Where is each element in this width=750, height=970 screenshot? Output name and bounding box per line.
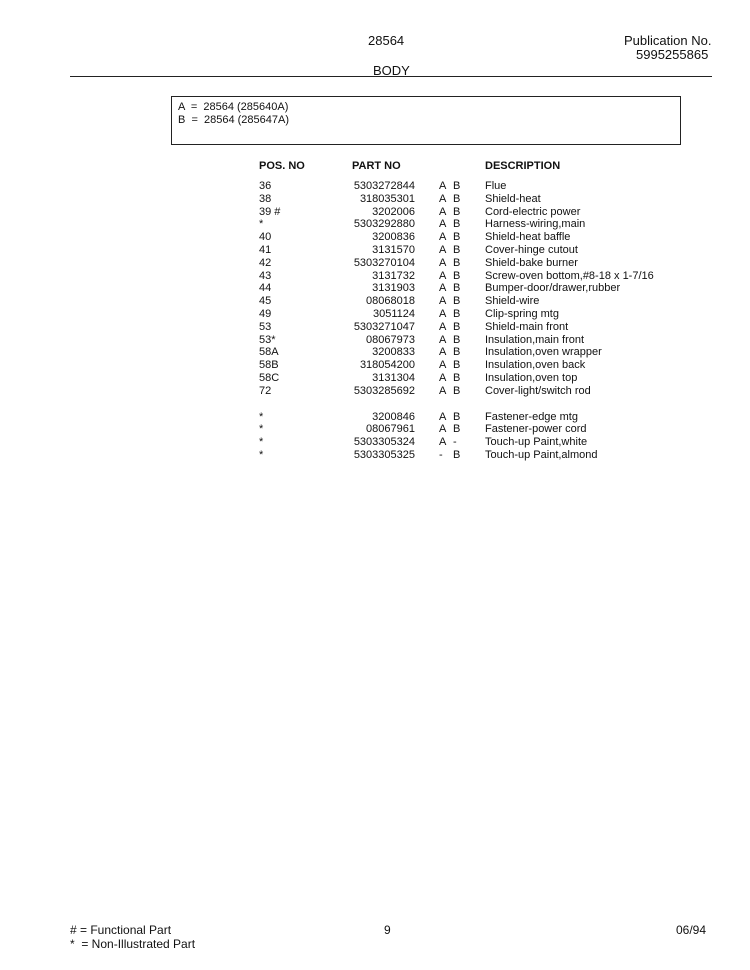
column-header-description: DESCRIPTION — [485, 160, 561, 172]
description-cell: Shield-wire — [485, 295, 540, 308]
model-b-cell: B — [453, 372, 461, 384]
model-a-cell: A — [439, 180, 447, 192]
part-number-cell: 318035301 — [359, 192, 415, 205]
table-row — [0, 359, 750, 372]
part-number-cell: 5303305325 — [353, 449, 415, 461]
part-number-cell: 3200833 — [372, 346, 415, 359]
model-a-cell: A — [439, 359, 447, 372]
part-number-cell: 5303305324 — [353, 436, 415, 449]
pos-cell: 38 — [259, 192, 272, 205]
model-b-cell: B — [453, 320, 461, 333]
publication-number: 5995255865 — [636, 47, 709, 62]
table-row — [0, 372, 750, 385]
pos-cell: 36 — [259, 180, 272, 192]
model-a-cell: A — [439, 218, 447, 231]
pos-cell: * — [259, 423, 264, 436]
pos-cell: 41 — [259, 244, 272, 256]
model-a-cell: A — [439, 346, 447, 359]
description-cell: Shield-main front — [485, 320, 569, 333]
description-cell: Insulation,main front — [485, 333, 585, 346]
pos-cell: 58C — [259, 372, 280, 384]
page-number: 9 — [384, 923, 391, 937]
model-a-cell: A — [439, 423, 447, 436]
table-row — [0, 193, 750, 206]
table-row — [0, 449, 750, 462]
model-number: 28564 — [368, 33, 405, 48]
part-number-cell: 3131903 — [372, 282, 415, 295]
legend-non-illustrated: * = Non-Illustrated Part — [70, 937, 196, 951]
model-a-cell: A — [439, 205, 447, 218]
part-number-cell: 5303270104 — [353, 256, 415, 269]
description-cell: Harness-wiring,main — [485, 218, 586, 231]
model-b-cell: B — [453, 449, 461, 461]
pos-cell: 53* — [259, 333, 276, 346]
legend-functional: # = Functional Part — [70, 923, 172, 937]
model-legend-b: B = 28564 (285647A) — [178, 114, 289, 126]
part-number-cell: 08067961 — [366, 423, 415, 436]
model-b-cell: B — [453, 295, 461, 308]
model-a-cell: A — [439, 244, 447, 256]
model-a-cell: A — [439, 384, 447, 397]
part-number-cell: 5303271047 — [353, 320, 415, 333]
model-a-cell: A — [439, 436, 447, 449]
table-row — [0, 334, 750, 347]
table-row — [0, 321, 750, 334]
pos-cell: * — [259, 218, 264, 231]
model-a-cell: A — [439, 410, 447, 423]
table-row — [0, 436, 750, 449]
description-cell: Shield-bake burner — [485, 256, 578, 269]
revision-date: 06/94 — [676, 923, 707, 937]
column-header-part: PART NO — [352, 160, 401, 172]
table-row — [0, 180, 750, 193]
description-cell: Fastener-edge mtg — [485, 410, 578, 423]
description-cell: Fastener-power cord — [485, 423, 587, 436]
description-cell: Bumper-door/drawer,rubber — [485, 282, 621, 295]
model-b-cell: B — [453, 205, 461, 218]
pos-cell: 45 — [259, 295, 272, 308]
model-b-cell: B — [453, 346, 461, 359]
pos-cell: 72 — [259, 384, 272, 397]
table-row — [0, 411, 750, 424]
model-legend-box — [171, 96, 681, 145]
pos-cell: * — [259, 436, 264, 449]
model-a-cell: A — [439, 231, 447, 244]
pos-cell: 39 # — [259, 205, 281, 218]
table-row — [0, 346, 750, 359]
model-a-cell: A — [439, 308, 447, 320]
table-row — [0, 295, 750, 308]
table-row — [0, 244, 750, 257]
description-cell: Cover-hinge cutout — [485, 244, 578, 256]
model-a-cell: A — [439, 269, 447, 282]
model-a-cell: A — [439, 256, 447, 269]
part-number-cell: 5303272844 — [353, 180, 415, 192]
pos-cell: 49 — [259, 308, 272, 320]
part-number-cell: 3200836 — [372, 231, 415, 244]
part-number-cell: 3131732 — [372, 269, 415, 282]
pos-cell: * — [259, 449, 264, 461]
model-b-cell: B — [453, 256, 461, 269]
part-number-cell: 3202006 — [372, 205, 415, 218]
pos-cell: 58A — [259, 346, 279, 359]
pos-cell: 43 — [259, 269, 272, 282]
table-row — [0, 308, 750, 321]
model-b-cell: B — [453, 231, 461, 244]
table-row — [0, 218, 750, 231]
model-b-cell: B — [453, 218, 461, 231]
description-cell: Touch-up Paint,almond — [485, 449, 598, 461]
model-b-cell: B — [453, 333, 461, 346]
model-b-cell: B — [453, 269, 461, 282]
section-title: BODY — [373, 63, 410, 78]
pos-cell: 40 — [259, 231, 272, 244]
pos-cell: 42 — [259, 256, 272, 269]
description-cell: Cover-light/switch rod — [485, 384, 591, 397]
model-b-cell: B — [453, 384, 461, 397]
column-header-pos: POS. NO — [259, 160, 305, 172]
model-b-cell: B — [453, 423, 461, 436]
description-cell: Insulation,oven back — [485, 359, 586, 372]
model-legend-a: A = 28564 (285640A) — [178, 101, 289, 113]
table-row — [0, 423, 750, 436]
publication-label: Publication No. — [624, 33, 712, 48]
part-number-cell: 3051124 — [372, 308, 415, 320]
pos-cell: 53 — [259, 320, 272, 333]
description-cell: Shield-heat baffle — [485, 231, 571, 244]
description-cell: Shield-heat — [485, 192, 541, 205]
description-cell: Clip-spring mtg — [485, 308, 559, 320]
description-cell: Cord-electric power — [485, 205, 581, 218]
part-number-cell: 318054200 — [359, 359, 415, 372]
model-a-cell: A — [439, 333, 447, 346]
table-row — [0, 270, 750, 283]
model-b-cell: B — [453, 244, 461, 256]
pos-cell: * — [259, 410, 264, 423]
table-row — [0, 257, 750, 270]
description-cell: Insulation,oven wrapper — [485, 346, 602, 359]
part-number-cell: 3200846 — [372, 410, 415, 423]
model-b-cell: B — [453, 308, 461, 320]
table-row — [0, 206, 750, 219]
description-cell: Screw-oven bottom,#8-18 x 1-7/16 — [485, 269, 654, 282]
part-number-cell: 08068018 — [366, 295, 415, 308]
model-b-cell: B — [453, 359, 461, 372]
model-a-cell: A — [439, 372, 447, 384]
pos-cell: 58B — [259, 359, 279, 372]
description-cell: Touch-up Paint,white — [485, 436, 588, 449]
model-a-cell: - — [439, 449, 443, 461]
part-number-cell: 5303285692 — [353, 384, 415, 397]
model-b-cell: B — [453, 192, 461, 205]
table-row — [0, 282, 750, 295]
model-a-cell: A — [439, 320, 447, 333]
part-number-cell: 3131570 — [372, 244, 415, 256]
pos-cell: 44 — [259, 282, 272, 295]
model-b-cell: B — [453, 180, 461, 192]
model-a-cell: A — [439, 295, 447, 308]
description-cell: Flue — [485, 180, 507, 192]
part-number-cell: 5303292880 — [353, 218, 415, 231]
model-b-cell: - — [453, 436, 457, 449]
part-number-cell: 3131304 — [372, 372, 415, 384]
table-row — [0, 231, 750, 244]
description-cell: Insulation,oven top — [485, 372, 578, 384]
part-number-cell: 08067973 — [366, 333, 415, 346]
model-a-cell: A — [439, 192, 447, 205]
model-b-cell: B — [453, 282, 461, 295]
model-b-cell: B — [453, 410, 461, 423]
table-row — [0, 385, 750, 398]
model-a-cell: A — [439, 282, 447, 295]
